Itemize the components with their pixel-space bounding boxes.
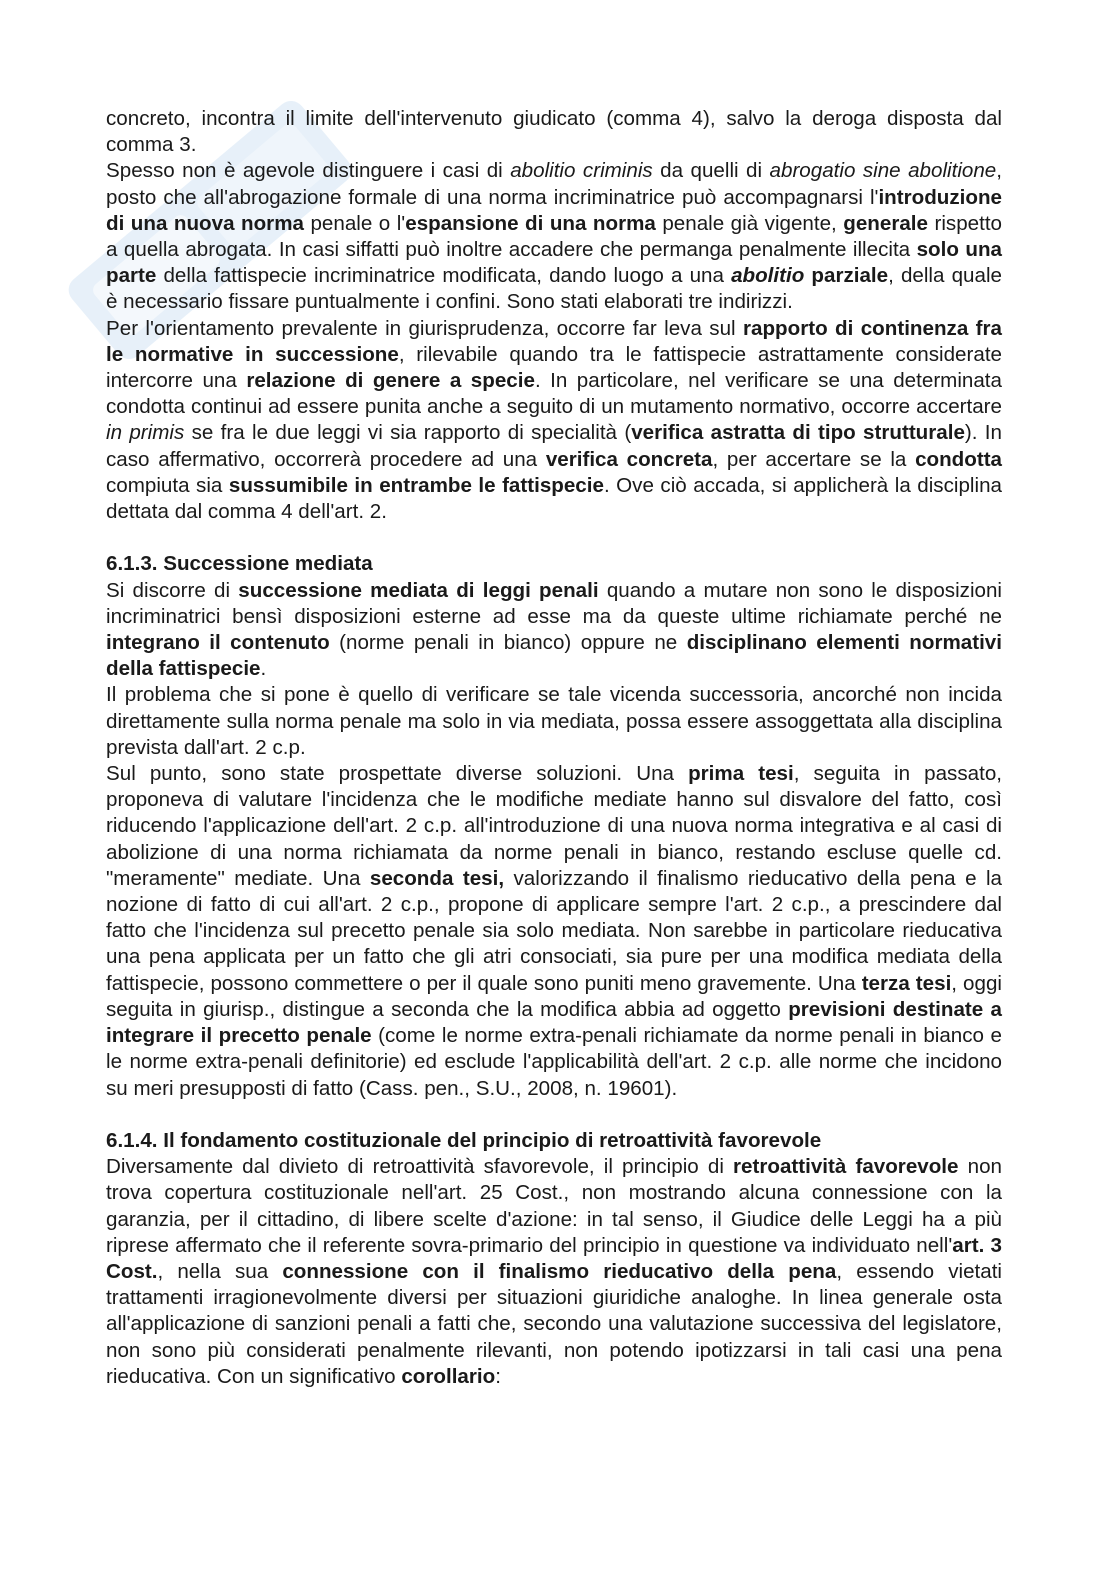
bold-term: rapporto di continenza fra le normative in successione [106,316,1002,366]
bold-term: prima tesi [688,762,794,786]
bold-term: verifica astratta di tipo strutturale [631,421,965,445]
bold-term: retroattività favorevole [733,1155,959,1179]
bold-term: corollario [401,1364,496,1388]
text-run: , nella sua [157,1259,283,1283]
bold-term: integrano il contenuto [106,631,330,655]
text-run: , posto che all'abrogazione formale di una norma incriminatrice può accompagnarsi l' [106,159,1002,209]
paragraph-continuation [106,106,1002,158]
text-run: Spesso non è agevole distinguere i casi di [106,159,511,183]
bold-term: disciplinano elementi normativi della fattispecie [106,631,1002,681]
bold-term: condotta [915,447,1003,471]
text-run: , rilevabile quando tra le fattispecie astrattamente considerate intercorre una [106,342,1002,393]
text-run: della fattispecie incriminatrice modificata, dando luogo a una [156,264,732,288]
text-run: , oggi seguita in giurisp., distingue a seconda che la modifica abbia ad oggetto [106,971,1002,1021]
bold-term: introduzione di una nuova norma [106,185,1002,235]
text-run: da quelli di [652,159,770,183]
text-run: penale o l' [303,211,406,235]
bold-term: verifica concreta [545,447,713,471]
bold-term: art. 3 Cost. [106,1233,1002,1283]
text-run: quando a mutare non sono le disposizioni incriminatrici bensì disposizioni esterne ad esse ma da queste ultime richiamate perché ne [106,578,1003,628]
document-body [106,106,1002,1390]
paragraph-fondamento [106,1154,1002,1390]
section-heading-6-1-4: 6.1.4. Il fondamento costituzionale del principio di retroattività favorevole [106,1128,822,1152]
text-run: concreto, incontra il limite dell'intervenuto giudicato (comma 4), salvo la deroga disposta dal comma 3. [106,107,1002,157]
text-run: Sul punto, sono state prospettate diverse soluzioni. Una [106,762,689,786]
bold-term: solo una parte [106,238,1003,288]
text-run: , per accertare se la [712,447,916,471]
paragraph-spacer [106,1102,1002,1128]
text-run: (norme penali in bianco) oppure ne [329,631,687,655]
text-run: Il problema che si pone è quello di verificare se tale vicenda successoria, ancorché non incida direttamente sulla norma penale ma solo in via mediata, possa essere assoggettata alla disciplina prevista dall'art. 2 c.p. [106,683,1002,759]
bold-term: previsioni destinate a integrare il precetto penale [106,997,1002,1048]
bold-term: connessione con il finalismo rieducativo della pena [282,1259,837,1283]
text-run: penale già vigente, [655,211,844,235]
bold-italic-term: abolitio [731,264,805,288]
text-run: Diversamente dal divieto di retroattività sfavorevole, il principio di [106,1155,734,1179]
paragraph-orientamento [106,316,1002,526]
section-heading-6-1-3: 6.1.3. Successione mediata [106,552,373,576]
text-run: ). In caso affermativo, occorrerà procedere ad una [106,421,1002,471]
text-run: non trova copertura costituzionale nell'art. 25 Cost., non mostrando alcuna connessione con la garanzia, per il cittadino, di libere scelte d'azione: in tal senso, il Giudice delle Leggi ha a più riprese affermato che il referente sovra-primario del principio in questione va individuato nell' [106,1155,1002,1257]
bold-term: parziale [811,264,889,288]
text-run: . Ove ciò accada, si applicherà la disciplina dettata dal comma 4 dell'art. 2. [106,473,1002,524]
text-run: rispetto a quella abrogata. In casi siffatti può inoltre accadere che permanga penalmente illecita [106,211,1003,262]
text-run: Per l'orientamento prevalente in giurisprudenza, occorre far leva sul [106,316,743,340]
italic-term: abolitio criminis [510,159,653,183]
paragraph-tesi [106,761,1002,1102]
paragraph-successione-mediata [106,578,1002,683]
bold-term: seconda tesi, [369,866,505,890]
text-run: compiuta sia [106,473,229,497]
italic-term: in primis [106,421,185,445]
bold-term: terza tesi [861,971,952,995]
text-run: . [260,657,267,681]
bold-term: successione mediata di leggi penali [238,578,599,602]
paragraph-problema [106,682,1002,761]
text-run: se fra le due leggi vi sia rapporto di specialità ( [184,421,632,445]
bold-term: generale [843,211,928,235]
text-run: valorizzando il finalismo rieducativo della pena e la nozione di fatto di cui all'art. 2 c.p., propone di applicare sempre l'art. 2 c.p., a prescindere dal fatto che l'incidenza sul precetto penale sia solo mediata. Non sarebbe in particolare rieducativa una pena applicata per un fatto che gli atri consociati, sia pure per una modifica mediata della fattispecie, possono commettere o per il quale sono puniti meno gravemente. Una [106,866,1002,995]
paragraph-spacer [106,525,1002,551]
bold-term: espansione di una norma [405,211,656,235]
text-run: , essendo vietati trattamenti irragionevolmente diversi per situazioni giuridiche analoghe. In linea generale osta all'applicazione di sanzioni penali a fatti che, secondo una valutazione successiva del legislatore, non sono più considerati penalmente rilevanti, non potendo ipotizzarsi in tali casi una pena rieducativa. Con un significativo [106,1259,1002,1388]
paragraph-abolitio [106,158,1002,315]
italic-term: abrogatio sine abolitione [769,159,997,183]
bold-term: relazione di genere a specie [246,369,535,393]
text-run: , della quale è necessario fissare puntualmente i confini. Sono stati elaborati tre indirizzi. [106,264,1002,314]
text-run: : [495,1364,501,1388]
text-run: Si discorre di [106,578,239,602]
text-run: , seguita in passato, proponeva di valutare l'incidenza che le modifiche mediate hanno sul disvalore del fatto, così riducendo l'applicazione dell'art. 2 c.p. all'introduzione di una nuova norma integrativa e al casi di abolizione di una norma richiamata da norme penali in bianco, restando escluse quelle cd. "meramente" mediate. Una [106,762,1002,890]
text-run: (come le norme extra-penali richiamate da norme penali in bianco e le norme extra-penali definitorie) ed esclude l'applicabilità dell'art. 2 c.p. alle norme che incidono su meri presupposti di fatto (Cass. pen., S.U., 2008, n. 19601). [106,1024,1002,1100]
text-run: . In particolare, nel verificare se una determinata condotta continui ad essere punita anche a seguito di un mutamento normativo, occorre accertare [106,369,1002,419]
bold-term: sussumibile in entrambe le fattispecie [228,473,604,497]
